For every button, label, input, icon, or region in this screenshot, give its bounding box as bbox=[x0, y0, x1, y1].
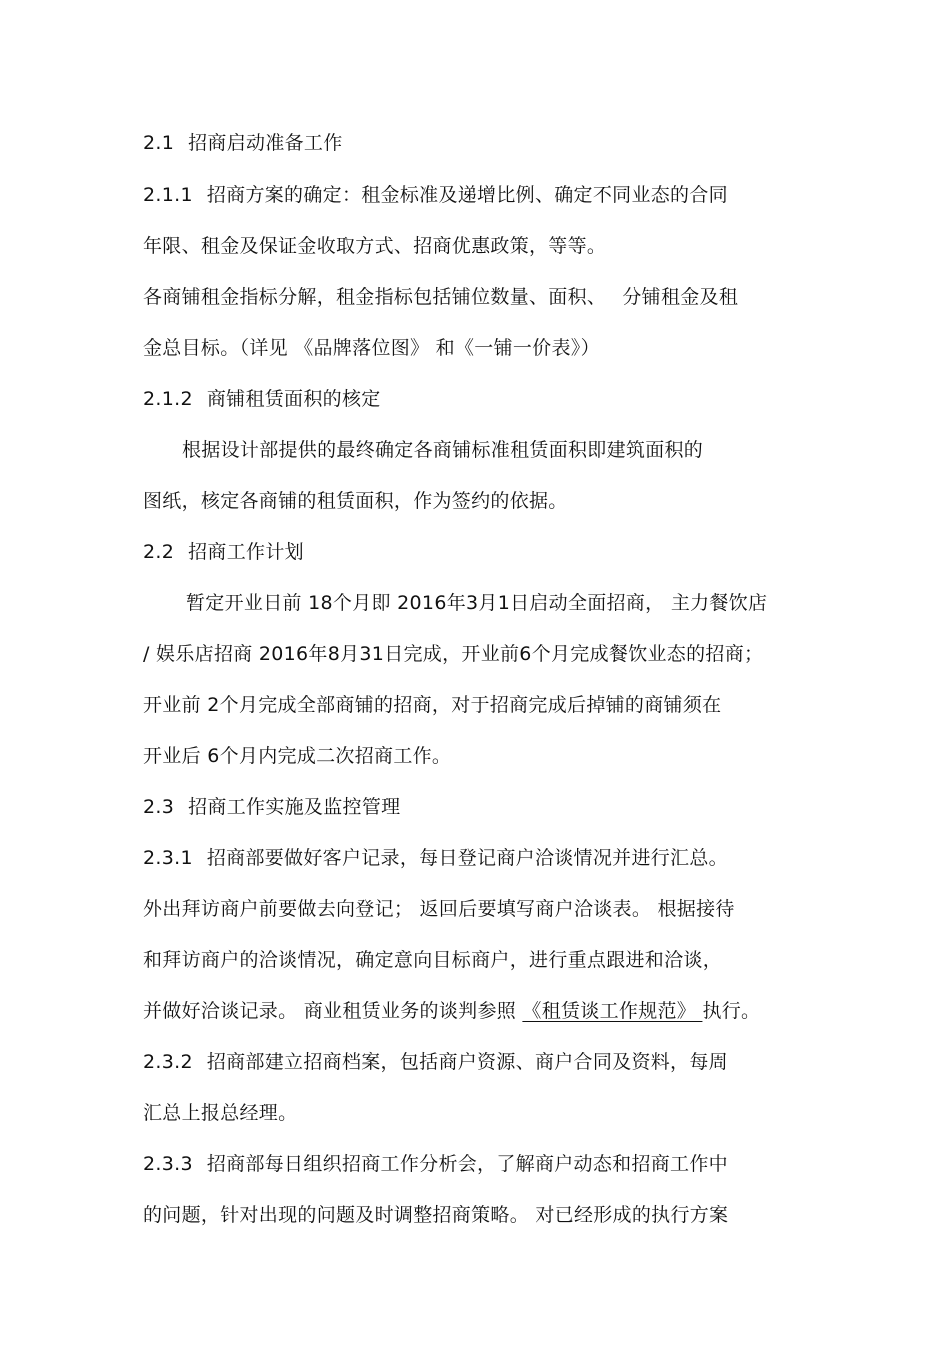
heading-2-3 bbox=[143, 794, 400, 820]
paragraph-line: 开业前 2个月完成全部商铺的招商，对于招商完成后掉铺的商铺须在 bbox=[143, 694, 722, 716]
heading-2-3-2 bbox=[143, 1049, 728, 1075]
section-number: 2.1.1 bbox=[143, 184, 193, 206]
section-title: 招商工作计划 bbox=[188, 541, 304, 563]
paragraph-line: 金总目标。（详见 《品牌落位图》 和《一铺一价表》） bbox=[143, 337, 600, 359]
section-title: 招商启动准备工作 bbox=[188, 132, 343, 154]
paragraph-line: 暂定开业日前 18个月即 2016年3月1日启动全面招商， 主力餐饮店 bbox=[186, 592, 768, 614]
heading-2-1-2 bbox=[143, 386, 381, 412]
section-number: 2.1.2 bbox=[143, 388, 193, 410]
paragraph-line: 开业后 6个月内完成二次招商工作。 bbox=[143, 745, 452, 767]
paragraph-line-with-reference bbox=[143, 998, 760, 1024]
heading-2-2 bbox=[143, 539, 304, 565]
section-title: 招商工作实施及监控管理 bbox=[188, 796, 401, 818]
section-number: 2.3.2 bbox=[143, 1051, 193, 1073]
paragraph-line: 各商铺租金指标分解，租金指标包括铺位数量、面积、 分铺租金及租 bbox=[143, 286, 739, 308]
section-number: 2.2 bbox=[143, 541, 175, 563]
paragraph-line: 外出拜访商户前要做去向登记； 返回后要填写商户洽谈表。 根据接待 bbox=[143, 898, 735, 920]
section-title: 商铺租赁面积的核定 bbox=[206, 388, 381, 410]
paragraph-line: 年限、租金及保证金收取方式、招商优惠政策，等等。 bbox=[143, 235, 607, 257]
section-number: 2.1 bbox=[143, 132, 175, 154]
paragraph-line: 汇总上报总经理。 bbox=[143, 1102, 298, 1124]
paragraph-line: 和拜访商户的洽谈情况，确定意向目标商户，进行重点跟进和洽谈， bbox=[143, 949, 723, 971]
section-number: 2.3.3 bbox=[143, 1153, 193, 1175]
paragraph-line: / 娱乐店招商 2016年8月31日完成，开业前6个月完成餐饮业态的招商； bbox=[143, 643, 764, 665]
paragraph-line: 招商部每日组织招商工作分析会，了解商户动态和招商工作中 bbox=[206, 1153, 728, 1175]
document-reference-link[interactable]: 《租赁谈工作规范》 bbox=[522, 1000, 703, 1022]
section-number: 2.3 bbox=[143, 796, 175, 818]
paragraph-line: 招商部建立招商档案，包括商户资源、商户合同及资料，每周 bbox=[206, 1051, 728, 1073]
paragraph-line: 招商方案的确定：租金标准及递增比例、确定不同业态的合同 bbox=[206, 184, 728, 206]
heading-2-3-3 bbox=[143, 1151, 728, 1177]
paragraph-text: 并做好洽谈记录。 商业租赁业务的谈判参照 bbox=[143, 1000, 523, 1022]
section-number: 2.3.1 bbox=[143, 847, 193, 869]
heading-2-1 bbox=[143, 130, 343, 156]
paragraph-line: 根据设计部提供的最终确定各商铺标准租赁面积即建筑面积的 bbox=[182, 439, 704, 461]
heading-2-3-1 bbox=[143, 845, 728, 871]
paragraph-line: 的问题，针对出现的问题及时调整招商策略。 对已经形成的执行方案 bbox=[143, 1204, 729, 1226]
heading-2-1-1 bbox=[143, 182, 728, 208]
paragraph-text: 执行。 bbox=[702, 1000, 761, 1022]
paragraph-line: 招商部要做好客户记录，每日登记商户洽谈情况并进行汇总。 bbox=[206, 847, 728, 869]
paragraph-line: 图纸，核定各商铺的租赁面积，作为签约的依据。 bbox=[143, 490, 568, 512]
